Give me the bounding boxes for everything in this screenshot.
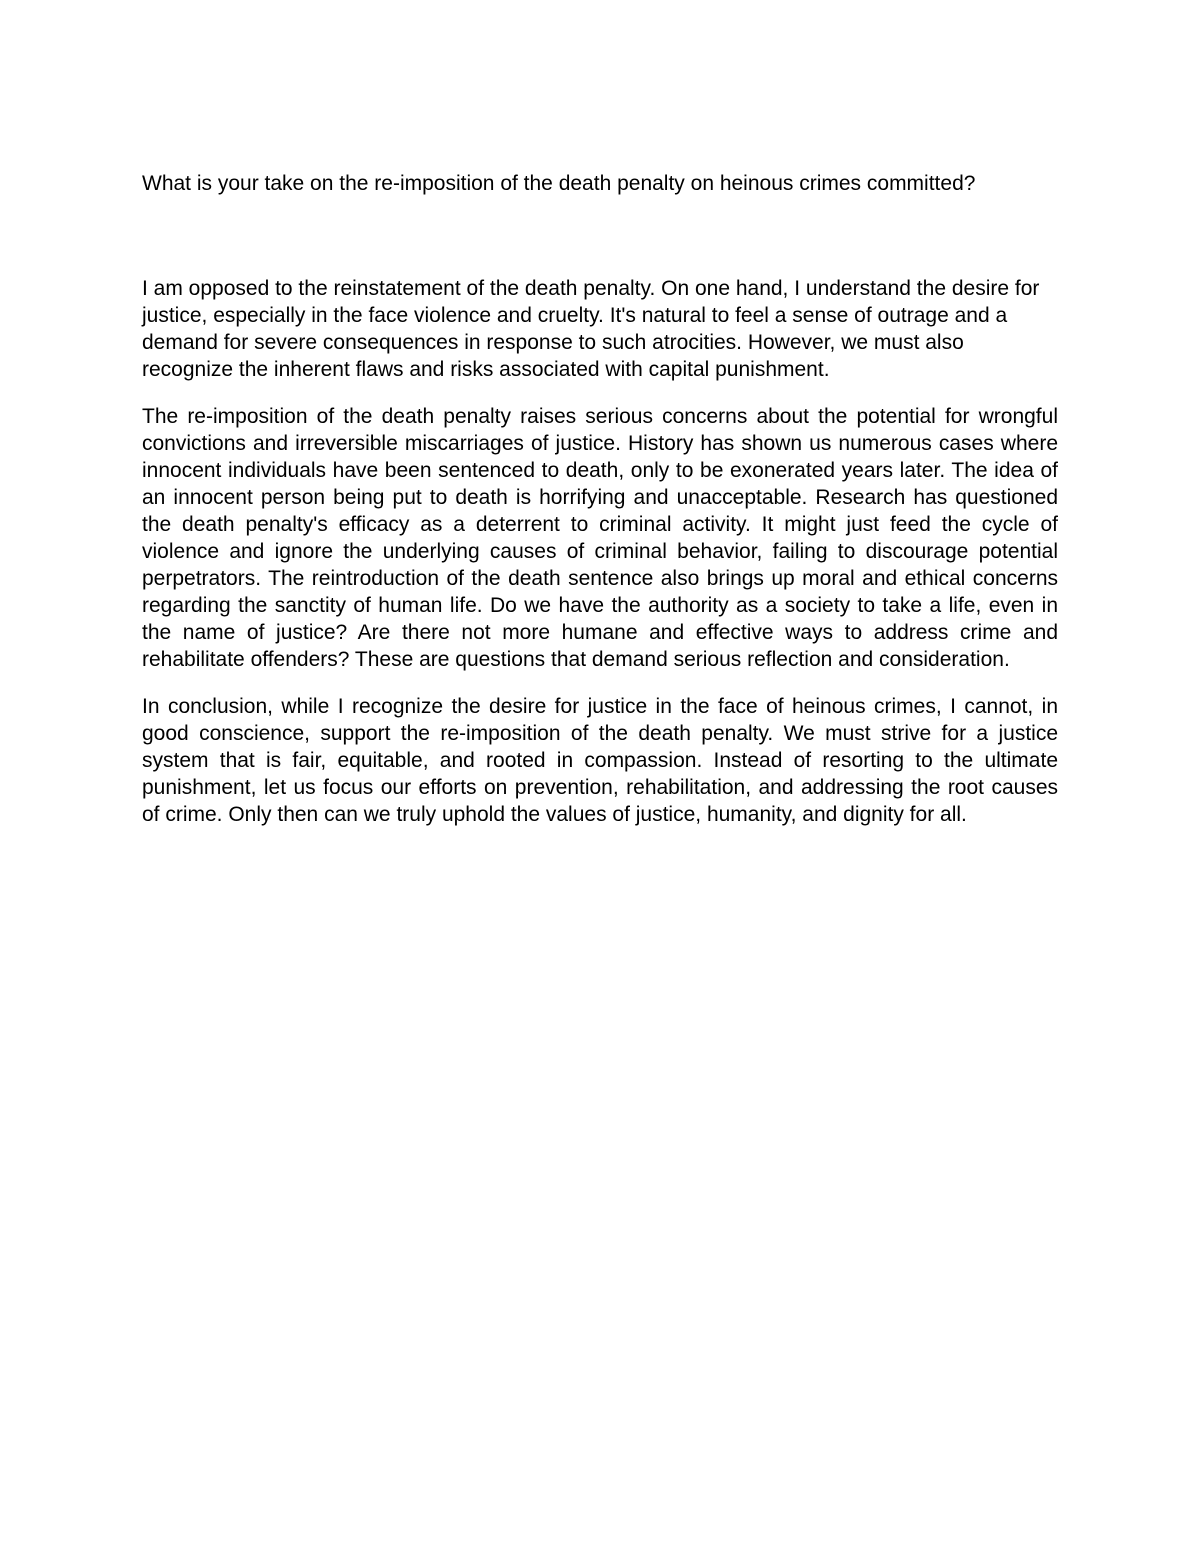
paragraph-conclusion: In conclusion, while I recognize the desire for justice in the face of heinous crimes, I cannot, in good conscience, support the re-imposition of the death penalty. We must strive for a justice system that is fair, equitable, and rooted in compassion. Instead of resorting to the ultimate punishment, let us focus our efforts on prevention, rehabilitation, and addressing the root causes of crime. Only then can we truly uphold the values of justice, humanity, and dignity for all. — [142, 695, 1058, 826]
paragraph-concerns: The re-imposition of the death penalty raises serious concerns about the potential for wrongful convictions and irreversible miscarriages of justice. History has shown us numerous cases where innocent individuals have been sentenced to death, only to be exonerated years later. The idea of an innocent person being put to death is horrifying and unacceptable. Research has questioned the death penalty's efficacy as a deterrent to criminal activity. It might just feed the cycle of violence and ignore the underlying causes of criminal behavior, failing to discourage potential perpetrators. The reintroduction of the death sentence also brings up moral and ethical concerns regarding the sanctity of human life. Do we have the authority as a society to take a life, even in the name of justice? Are there not more humane and effective ways to address crime and rehabilitate offenders? These are questions that demand serious reflection and consideration. — [142, 405, 1058, 671]
question-heading: What is your take on the re-imposition of the death penalty on heinous crimes committed? — [142, 172, 976, 195]
paragraph-opinion: I am opposed to the reinstatement of the death penalty. On one hand, I understand the desire for justice, especially in the face violence and cruelty. It's natural to feel a sense of outrage and a demand for severe consequences in response to such atrocities. However, we must also recognize the inherent flaws and risks associated with capital punishment. — [142, 277, 1040, 381]
essay-body — [142, 275, 1058, 848]
